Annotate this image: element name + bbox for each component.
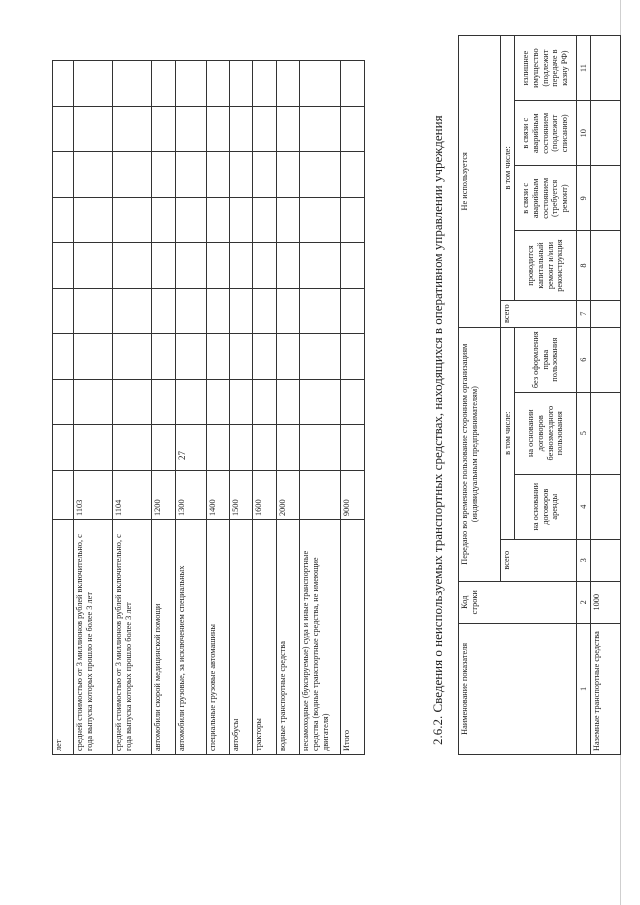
- empty-cell: [74, 288, 113, 334]
- empty-cell: [591, 539, 621, 581]
- header-transferred: Передано во временное пользование сторонним организациям (индивидуальным предпринимателям): [459, 327, 501, 581]
- empty-cell: [207, 61, 230, 107]
- empty-cell: [277, 106, 300, 152]
- header-emergency-writeoff: в связи с аварийным состоянием (подлежит списанию): [515, 101, 577, 166]
- page-number: 27: [177, 451, 187, 460]
- empty-cell: [341, 152, 365, 198]
- column-number: 6: [577, 327, 591, 392]
- empty-cell: [230, 243, 253, 289]
- empty-cell: [207, 152, 230, 198]
- row-name: водные транспортные средства: [277, 520, 300, 755]
- empty-cell: [113, 152, 152, 198]
- empty-cell: [53, 425, 74, 471]
- empty-cell: [230, 288, 253, 334]
- table-row: [74, 61, 113, 755]
- empty-cell: [230, 379, 253, 425]
- empty-cell: [253, 152, 277, 198]
- header-name: Наименование показателя: [459, 623, 577, 754]
- empty-cell: [253, 425, 277, 471]
- section-title: 2.6.2. Сведения о неиспользуемых транспортных средствах, находящихся в оперативном управлении учреждения: [430, 115, 445, 745]
- empty-cell: [207, 425, 230, 471]
- empty-cell: [113, 288, 152, 334]
- empty-cell: [300, 197, 341, 243]
- column-number: 10: [577, 101, 591, 166]
- row-name: Итого: [341, 520, 365, 755]
- empty-cell: [341, 61, 365, 107]
- empty-cell: [53, 379, 74, 425]
- empty-cell: [113, 379, 152, 425]
- column-number: 3: [577, 539, 591, 581]
- row-code: 1200: [152, 471, 176, 520]
- empty-cell: [113, 61, 152, 107]
- empty-cell: [230, 334, 253, 380]
- row-name: Наземные транспортные средства: [591, 623, 621, 754]
- empty-cell: [152, 425, 176, 471]
- empty-cell: [74, 334, 113, 380]
- empty-cell: [341, 379, 365, 425]
- row-code: 1103: [74, 471, 113, 520]
- empty-cell: [152, 288, 176, 334]
- empty-cell: [253, 379, 277, 425]
- empty-cell: [152, 379, 176, 425]
- empty-cell: [300, 425, 341, 471]
- table-row: [591, 36, 621, 755]
- column-number: 8: [577, 231, 591, 300]
- empty-cell: [53, 197, 74, 243]
- empty-cell: [277, 243, 300, 289]
- empty-cell: [207, 379, 230, 425]
- header-code: Код строки: [459, 581, 577, 623]
- empty-cell: [341, 425, 365, 471]
- empty-cell: [230, 425, 253, 471]
- column-number: 7: [577, 300, 591, 327]
- column-number: 4: [577, 474, 591, 539]
- empty-cell: [253, 334, 277, 380]
- empty-cell: [253, 288, 277, 334]
- unused-vehicles-table: [458, 35, 621, 755]
- row-name: несамоходные (буксируемые) суда и иные транспортные средства (водные транспортные средства, не имеющие двигателя): [300, 520, 341, 755]
- empty-cell: [591, 300, 621, 327]
- empty-cell: [74, 152, 113, 198]
- empty-cell: [113, 197, 152, 243]
- row-code: 1400: [207, 471, 230, 520]
- table-row: [230, 61, 253, 755]
- row-code: 2000: [277, 471, 300, 520]
- empty-cell: [207, 334, 230, 380]
- empty-cell: [176, 152, 207, 198]
- table-row: [176, 61, 207, 755]
- table-row: [113, 61, 152, 755]
- empty-cell: [74, 425, 113, 471]
- column-number: 11: [577, 36, 591, 101]
- empty-cell: [152, 197, 176, 243]
- empty-cell: [300, 61, 341, 107]
- empty-cell: [176, 61, 207, 107]
- row-code: 1600: [253, 471, 277, 520]
- empty-cell: [152, 152, 176, 198]
- header-repair: проводится капитальный ремонт и/или реконструкция: [515, 231, 577, 300]
- row-code: 1000: [591, 581, 621, 623]
- empty-cell: [207, 197, 230, 243]
- empty-cell: [300, 152, 341, 198]
- header-not-used-in-that: в том числе:: [501, 36, 515, 301]
- empty-cell: [300, 288, 341, 334]
- empty-cell: [113, 425, 152, 471]
- row-name: специальные грузовые автомашины: [207, 520, 230, 755]
- column-number: 9: [577, 166, 591, 231]
- header-not-used: Не используется: [459, 36, 501, 328]
- empty-cell: [341, 288, 365, 334]
- empty-cell: [277, 197, 300, 243]
- empty-cell: [207, 243, 230, 289]
- row-name: тракторы: [253, 520, 277, 755]
- empty-cell: [176, 106, 207, 152]
- vehicles-table-continued: [52, 60, 365, 755]
- empty-cell: [300, 334, 341, 380]
- empty-cell: [591, 231, 621, 300]
- empty-cell: [341, 334, 365, 380]
- empty-cell: [74, 61, 113, 107]
- empty-cell: [74, 197, 113, 243]
- row-name: средней стоимостью от 3 миллионов рублей включительно, с года выпуска которых прошло более 3 лет: [113, 520, 152, 755]
- empty-cell: [341, 197, 365, 243]
- column-number: 2: [577, 581, 591, 623]
- empty-cell: [230, 61, 253, 107]
- empty-cell: [53, 334, 74, 380]
- empty-cell: [591, 392, 621, 474]
- table-row: [253, 61, 277, 755]
- empty-cell: [277, 425, 300, 471]
- empty-cell: [341, 106, 365, 152]
- header-no-right: без оформления права пользования: [515, 327, 577, 392]
- empty-cell: [113, 334, 152, 380]
- empty-cell: [230, 106, 253, 152]
- header-surplus: излишнее имущество (подлежит передаче в казну РФ): [515, 36, 577, 101]
- column-number: 5: [577, 392, 591, 474]
- empty-cell: [113, 106, 152, 152]
- empty-cell: [113, 243, 152, 289]
- row-name: лет: [53, 520, 74, 755]
- empty-cell: [53, 152, 74, 198]
- header-not-used-total: всего: [501, 300, 577, 327]
- empty-cell: [277, 288, 300, 334]
- table-row: [300, 61, 341, 755]
- empty-cell: [277, 379, 300, 425]
- empty-cell: [207, 106, 230, 152]
- empty-cell: [341, 243, 365, 289]
- empty-cell: [176, 425, 207, 471]
- row-name: автомобили грузовые, за исключением специальных: [176, 520, 207, 755]
- row-name: автомобили скорой медицинской помощи: [152, 520, 176, 755]
- empty-cell: [253, 61, 277, 107]
- table-row: [207, 61, 230, 755]
- empty-cell: [300, 243, 341, 289]
- header-free-use: на основании договоров безвозмездного пользования: [515, 392, 577, 474]
- row-code: 1300: [176, 471, 207, 520]
- table-row: [53, 61, 74, 755]
- empty-cell: [277, 334, 300, 380]
- empty-cell: [152, 61, 176, 107]
- empty-cell: [74, 243, 113, 289]
- empty-cell: [591, 36, 621, 101]
- column-numbers-row: [577, 36, 591, 755]
- header-lease: на основании договоров аренды: [515, 474, 577, 539]
- empty-cell: [591, 327, 621, 392]
- empty-cell: [74, 379, 113, 425]
- empty-cell: [53, 288, 74, 334]
- empty-cell: [230, 197, 253, 243]
- empty-cell: [277, 152, 300, 198]
- header-transferred-total: всего: [501, 539, 577, 581]
- empty-cell: [253, 243, 277, 289]
- row-code: [53, 471, 74, 520]
- row-code: [300, 471, 341, 520]
- row-name: автобусы: [230, 520, 253, 755]
- header-emergency-repair: в связи с аварийным состоянием (требуется ремонт): [515, 166, 577, 231]
- empty-cell: [300, 379, 341, 425]
- row-code: 1104: [113, 471, 152, 520]
- empty-cell: [176, 334, 207, 380]
- empty-cell: [53, 61, 74, 107]
- empty-cell: [53, 106, 74, 152]
- empty-cell: [277, 61, 300, 107]
- empty-cell: [176, 288, 207, 334]
- column-number: 1: [577, 623, 591, 754]
- empty-cell: [591, 474, 621, 539]
- empty-cell: [53, 243, 74, 289]
- empty-cell: [591, 101, 621, 166]
- empty-cell: [152, 106, 176, 152]
- empty-cell: [176, 197, 207, 243]
- empty-cell: [176, 243, 207, 289]
- table-row: [152, 61, 176, 755]
- empty-cell: [591, 166, 621, 231]
- empty-cell: [253, 197, 277, 243]
- table-row: [341, 61, 365, 755]
- empty-cell: [300, 106, 341, 152]
- header-transferred-in-that: в том числе:: [501, 327, 515, 539]
- empty-cell: [152, 334, 176, 380]
- empty-cell: [230, 152, 253, 198]
- table-row: [277, 61, 300, 755]
- empty-cell: [176, 379, 207, 425]
- empty-cell: [74, 106, 113, 152]
- empty-cell: [207, 288, 230, 334]
- row-name: средней стоимостью от 3 миллионов рублей включительно, с года выпуска которых прошло не более 3 лет: [74, 520, 113, 755]
- empty-cell: [152, 243, 176, 289]
- row-code: 9000: [341, 471, 365, 520]
- row-code: 1500: [230, 471, 253, 520]
- empty-cell: [253, 106, 277, 152]
